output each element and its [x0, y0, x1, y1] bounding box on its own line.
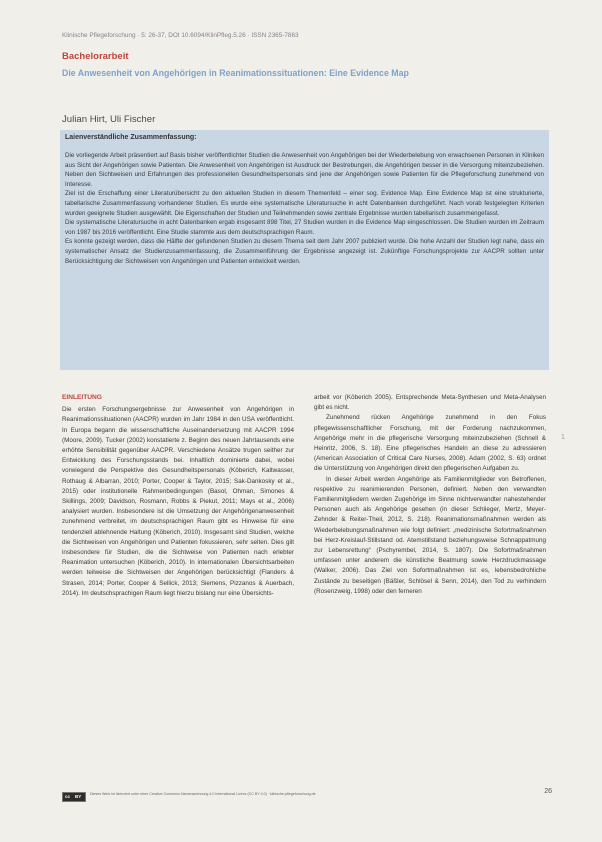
abstract-heading: Laienverständliche Zusammenfassung:	[65, 134, 197, 141]
page-footer	[62, 790, 552, 806]
page-number: 26	[544, 788, 552, 795]
section-label: Bachelorarbeit	[62, 51, 129, 62]
journal-citation: Klinische Pflegeforschung · 5: 26-37, DOI 10.6094/KlinPfleg.5.26 · ISSN 2365-7863	[62, 32, 299, 39]
body-column-right	[314, 393, 546, 597]
body-paragraph: In dieser Arbeit werden Angehörige als Familienmitglieder von Betroffenen, respektive zu reanimierenden Personen, definiert. Neben den verwandten Familienmitgliedern werden Zugehörige im Sinne nichtverwandter nahestehender Personen auch als Angehörige gesehen (in dieser Schlieger, Mertz, Meyer-Zehnder & Reiter-Theil, 2012, S. 218). Reanimationsmaßnahmen werden als Wiederbelebungsmaßnahmen wie folgt definiert: „medizinische Sofortmaßnahmen bei Herz-Kreislauf-Stillstand od. Atemstillstand beziehungsweise Schnappatmung zur Lebensrettung“ (Pschyrembel, 2014, S. 1807). Die Sofortmaßnahmen umfassen unter anderem die künstliche Beatmung sowie Herzdruckmassage (Walker, 2006). Das Ziel von Sofortmaßnahmen ist es, lebensbedrohliche Zustände zu beseitigen (Bäßler, Schlösel & Senn, 2014), den Tod zu verhindern (Rosenzweig, 1998) oder den ferneren	[314, 475, 546, 595]
cc-license-badge[interactable]	[62, 792, 86, 802]
abstract-paragraph: Es konnte gezeigt werden, dass die Hälfte der gefundenen Studien zu diesem Thema seit dem Jahr 2007 publiziert wurde. Die hohe Anzahl der Studien legt nahe, dass ein systematischer Ansatz der Studienzusammenfassung, die Zusammenführung der Ergebnisse angezeigt ist. Zukünftige Forschungsprojekte zur AACPR sollten unter Berücksichtigung der Sichtweisen von Angehörigen und Patienten entwickelt werden.	[65, 238, 544, 265]
body-paragraph: Die ersten Forschungsergebnisse zur Anwesenheit von Angehörigen in Reanimationssituationen (AACPR) wurden im Jahr 1984 in den USA veröffentlicht. In Europa begann die wissenschaftliche Auseinandersetzung mit AACPR 1994 (Moore, 2009). Tucker (2002) konstatierte z. Beginn des neuen Jahrtausends eine erhöhte Sensibilität gegenüber AACPR. Verschiedene Ansätze trugen seither zur Entwicklung des Forschungsstands bei. Inhaltlich dominierte dabei, wobei vorwiegend die Perspektive des Gesundheitspersonals (Köberich, Kaltwasser, Rothaug & Albarran, 2010; Porter, Cooper & Taylor, 2015; Sak-Dankosky et al., 2015) oder institutionelle Rahmenbedingungen (Basol, Ohman, Simones & Skillings, 2009; Davidson, Rosmann, Robbs & Piekut, 2011; Mays et al., 2006) analysiert wurden. Insbesondere ist die Umsetzung der Angehörigenanwesenheit zunehmend verbreitet, im deutschsprachigen Raum gibt es Hinweise für eine tendenziell ablehnende Haltung (Köberich, 2010). Insgesamt sind Studien, welche die Sichtweisen von Angehörigen und Patienten fokussieren, sehr selten. Dies gilt insbesondere für Studien, die die Sichtweise von Patienten nach erlebter Reanimation untersuchen (Köberich, 2010). In internationalen Übersichtsarbeiten werden teilweise die Sichtweisen der Angehörigen berücksichtigt (Flanders & Strasen, 2014; Porter, Cooper & Sellick, 2013; Siemens, Pizzanos & Auerbach, 2014). Im deutschsprachigen Raum liegt hierzu bislang nur eine Übersichts-	[62, 406, 294, 597]
abstract-paragraph: Die systematische Literatursuche in acht Datenbanken ergab insgesamt 898 Titel, 27 Studien wurden in die Evidence Map eingeschlossen. Die Studien wurden im Zeitraum von 1987 bis 2016 veröffentlicht. Eine Studie stammte aus dem deutschsprachigen Raum.	[65, 219, 544, 236]
cc-badge-left: cc	[65, 794, 71, 799]
body-paragraph: arbeit vor (Köberich 2005). Entsprechende Meta-Synthesen und Meta-Analysen gibt es nicht.	[314, 394, 546, 412]
intro-heading: EINLEITUNG	[62, 394, 102, 401]
margin-mark: 1	[561, 434, 565, 441]
abstract-box	[60, 130, 549, 370]
body-paragraph: Zunehmend rücken Angehörige zunehmend in den Fokus pflegewissenschaftlicher Forschung, mit der Forderung nachzukommen, Angehörige mehr in die pflegerische Versorgung miteinzubeziehen (Schnell & Heinritz, 2006, S. 18). Eine pflegerisches Handeln an diese zu adressieren (American Association of Critical Care Nurses, 2008). Adam (2002, S. 63) ordnet die Unterstützung von Angehörigen direkt den pflegerischen Aufgaben zu.	[314, 414, 546, 473]
body-column-left	[62, 393, 294, 599]
cc-badge-right: BY	[75, 794, 82, 799]
abstract-paragraph: Die vorliegende Arbeit präsentiert auf Basis bisher veröffentlichter Studien die Anwesenheit von Angehörigen bei der Wiederbelebung von erwachsenen Personen in Kliniken aus Sicht der Angehörigen sowie Patienten. Die Anwesenheit von Angehörigen ist Ausdruck der Bestrebungen, die Angehörigen besser in die Versorgung miteinzubeziehen. Neben den Sichtweisen und Erfahrungen des professionellen Gesundheitspersonals sind jene der Angehörigen sowie Patienten für die Pflegeforschung zunehmend von Interesse.	[65, 152, 544, 188]
authors: Julian Hirt, Uli Fischer	[62, 114, 156, 125]
article-title: Die Anwesenheit von Angehörigen in Reanimationssituationen: Eine Evidence Map	[62, 68, 409, 78]
abstract-paragraph: Ziel ist die Erschaffung einer Literaturübersicht zu den aktuellen Studien in diesem Themenfeld – einer sog. Evidence Map. Eine Evidence Map ist eine strukturierte, tabellarische Zusammenfassung vorhandener Studien. Es wurde eine systematische Literatursuche in acht Datenbanken durchgeführt. Nach vorab festgelegten Kriterien wurden geeignete Studien ausgewählt. Die Eigenschaften der Studien und Teilnehmenden sowie zentrale Ergebnisse wurden tabellarisch zusammengefasst.	[65, 190, 544, 217]
license-text: Dieses Werk ist lizenziert unter einer Creative Commons Namensnennung 4.0 International Lizenz (CC BY 4.0) · klinische-pflegeforschung.de	[90, 792, 316, 796]
